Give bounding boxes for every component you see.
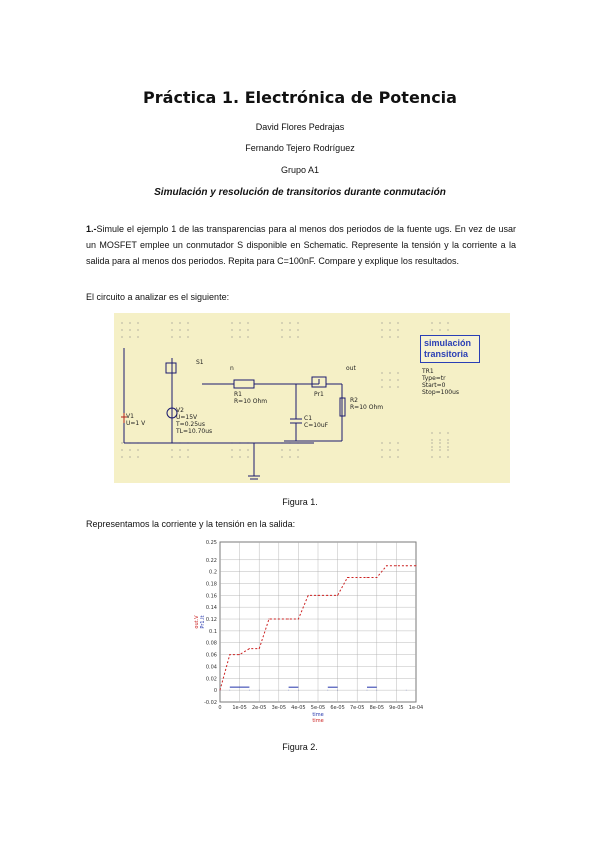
grid-dot [289, 449, 290, 450]
grid-dot [289, 322, 290, 323]
grid-dot [431, 442, 432, 443]
exercise-number: 1.- [86, 224, 97, 234]
grid-dot [447, 456, 448, 457]
grid-dot [171, 322, 172, 323]
series-pr1-it-point [337, 690, 338, 691]
y-tick-label: 0.16 [205, 593, 217, 600]
grid-dot [431, 449, 432, 450]
series-pr1-it-point [376, 690, 377, 691]
series-out-v-point [357, 577, 358, 578]
grid-dot [129, 329, 130, 330]
pr1-label: Pr1 [314, 391, 324, 398]
grid-dot [397, 372, 398, 373]
grid-dot [239, 336, 240, 337]
grid-dot [447, 446, 448, 447]
node-label: n [230, 365, 234, 372]
grid-dot [231, 336, 232, 337]
grid-dot [389, 329, 390, 330]
grid-dot [397, 322, 398, 323]
grid-dot [179, 456, 180, 457]
y-tick-label: 0.1 [209, 628, 217, 635]
grid-dot [247, 449, 248, 450]
y-tick-label: 0.12 [205, 617, 217, 624]
grid-dot [239, 322, 240, 323]
grid-dot [381, 449, 382, 450]
grid-dot [281, 322, 282, 323]
grid-dot [389, 322, 390, 323]
grid-dot [121, 456, 122, 457]
sim-box-line-1: simulación [424, 338, 472, 348]
grid-dot [281, 456, 282, 457]
grid-dot [187, 336, 188, 337]
grid-dot [381, 329, 382, 330]
y-tick-label: 0.2 [209, 569, 217, 576]
x-axis-label: time [312, 712, 324, 718]
grid-dot [439, 439, 440, 440]
circuit-intro: El circuito a analizar es el siguiente: [86, 292, 230, 302]
grid-dot [129, 336, 130, 337]
grid-dot [121, 442, 122, 443]
series-out-v-point [278, 619, 279, 620]
grid-dot [231, 329, 232, 330]
simulation-box [420, 335, 480, 363]
grid-dot [381, 386, 382, 387]
series-pr1-it-point [220, 690, 221, 691]
grid-dot [121, 329, 122, 330]
grid-dot [447, 329, 448, 330]
grid-dot [247, 336, 248, 337]
transient-chart [190, 536, 426, 726]
grid-dot [289, 329, 290, 330]
grid-dot [137, 329, 138, 330]
grid-dot [381, 372, 382, 373]
grid-dot [397, 336, 398, 337]
grid-dot [397, 329, 398, 330]
v1-label: V1 U=1 V [126, 413, 146, 427]
grid-dot [121, 449, 122, 450]
series-out-v-point [347, 577, 348, 578]
y-axis-label: out.V [194, 615, 200, 629]
grid-dot [137, 456, 138, 457]
grid-dot [381, 456, 382, 457]
grid-dot [381, 322, 382, 323]
y-tick-label: 0.08 [205, 640, 217, 647]
grid-dot [121, 322, 122, 323]
v2-label: V2 U=15V T=0.25us TL=10.70us [176, 407, 213, 435]
grid-dot [239, 449, 240, 450]
grid-dot [231, 322, 232, 323]
grid-dot [389, 456, 390, 457]
x-tick-label: 1e-04 [408, 705, 424, 711]
series-pr1-it-point [406, 690, 407, 691]
grid-dot [239, 456, 240, 457]
grid-dot [137, 336, 138, 337]
grid-dot [187, 329, 188, 330]
grid-dot [297, 322, 298, 323]
y-tick-label: 0.04 [205, 664, 217, 671]
series-pr1-it-point [259, 690, 260, 691]
series-pr1-it-point [249, 690, 250, 691]
grid-dot [431, 446, 432, 447]
grid-dot [439, 456, 440, 457]
x-axis-label-2: time [312, 718, 324, 724]
x-tick-label: 3e-05 [271, 705, 287, 711]
grid-dot [431, 456, 432, 457]
sim-box-line-2: transitoria [424, 349, 469, 359]
x-tick-label: 5e-05 [310, 705, 326, 711]
y-tick-label: 0.14 [205, 605, 217, 612]
series-pr1-it-point [288, 690, 289, 691]
series-out-v-point [269, 619, 270, 620]
y-tick-label: -0.02 [204, 700, 217, 706]
figure-1-caption: Figura 1. [282, 497, 318, 507]
grid-dot [179, 449, 180, 450]
chart-svg [190, 536, 426, 726]
y-axis-label-2: Pr1.It [200, 615, 206, 629]
grid-dot [137, 322, 138, 323]
series-pr1-it-point [367, 690, 368, 691]
c1-label: C1 C=10uF [304, 415, 329, 429]
grid-dot [439, 329, 440, 330]
grid-dot [397, 456, 398, 457]
grid-dot [397, 379, 398, 380]
y-tick-label: 0.18 [205, 581, 217, 588]
grid-dot [397, 449, 398, 450]
grid-dot [431, 322, 432, 323]
grid-dot [121, 336, 122, 337]
subtitle: Simulación y resolución de transitorios durante conmutación [154, 187, 446, 198]
grid-dot [389, 449, 390, 450]
grid-dot [397, 442, 398, 443]
series-out-v-point [406, 565, 407, 566]
grid-dot [247, 456, 248, 457]
x-tick-label: 6e-05 [330, 705, 345, 711]
series-out-v-point [396, 565, 397, 566]
series-out-v-point [259, 648, 260, 649]
grid-dot [447, 442, 448, 443]
series-out-v-point [239, 654, 240, 655]
grid-dot [447, 432, 448, 433]
series-out-v-point [308, 595, 309, 596]
grid-dot [431, 329, 432, 330]
tr-params: TR1 Type=tr Start=0 Stop=100us [422, 368, 460, 396]
series-pr1-it-point [327, 690, 328, 691]
s1-label: S1 [196, 359, 204, 366]
grid-dot [389, 379, 390, 380]
series-out-v-point [337, 595, 338, 596]
series-pr1-it-point [229, 690, 230, 691]
grid-dot [187, 456, 188, 457]
r1-label: R1 R=10 Ohm [234, 391, 268, 405]
grid-dot [239, 329, 240, 330]
grid-dot [231, 449, 232, 450]
grid-dot [389, 442, 390, 443]
grid-dot [389, 336, 390, 337]
grid-dot [439, 322, 440, 323]
grid-dot [439, 449, 440, 450]
results-intro: Representamos la corriente y la tensión en la salida: [86, 519, 296, 529]
author-2: Fernando Tejero Rodríguez [245, 143, 355, 153]
y-tick-label: 0.02 [205, 676, 217, 683]
x-tick-label: 4e-05 [291, 705, 306, 711]
grid-dot [171, 456, 172, 457]
grid-dot [289, 336, 290, 337]
grid-dot [247, 322, 248, 323]
series-out-v-point [318, 595, 319, 596]
series-out-v-point [327, 595, 328, 596]
grid-dot [247, 329, 248, 330]
x-tick-label: 0 [218, 705, 222, 711]
grid-dot [281, 449, 282, 450]
grid-dot [297, 456, 298, 457]
grid-dot [281, 336, 282, 337]
grid-dot [231, 456, 232, 457]
series-out-v-point [416, 565, 417, 566]
series-out-v-point [229, 654, 230, 655]
grid-dot [281, 329, 282, 330]
series-out-v-point [386, 565, 387, 566]
grid-dot [397, 386, 398, 387]
grid-dot [439, 432, 440, 433]
grid-dot [389, 386, 390, 387]
y-tick-label: 0.25 [205, 540, 217, 546]
figure-2-caption: Figura 2. [282, 742, 318, 752]
grid-dot [187, 449, 188, 450]
grid-dot [439, 446, 440, 447]
grid-dot [129, 322, 130, 323]
grid-dot [297, 449, 298, 450]
grid-dot [389, 372, 390, 373]
series-out-v-point [249, 648, 250, 649]
grid-dot [381, 379, 382, 380]
group-label: Grupo A1 [280, 165, 320, 175]
y-tick-label: 0.22 [205, 557, 217, 564]
out-label: out [346, 365, 356, 372]
grid-dot [381, 336, 382, 337]
grid-dot [179, 336, 180, 337]
grid-dot [297, 336, 298, 337]
series-out-v-point [298, 619, 299, 620]
grid-dot [439, 442, 440, 443]
grid-dot [171, 336, 172, 337]
grid-dot [179, 322, 180, 323]
series-out-v-point [288, 619, 289, 620]
series-pr1-it-point [298, 690, 299, 691]
grid-dot [171, 329, 172, 330]
circuit-schematic [114, 313, 510, 483]
grid-dot [129, 449, 130, 450]
grid-dot [289, 456, 290, 457]
x-tick-label: 8e-05 [369, 705, 385, 711]
page-title: Práctica 1. Electrónica de Potencia [143, 88, 457, 107]
grid-dot [179, 329, 180, 330]
y-tick-label: 0 [213, 688, 217, 695]
series-out-v-point [376, 577, 377, 578]
series-out-v-point [367, 577, 368, 578]
y-tick-label: 0.06 [205, 652, 217, 659]
r2-label: R2 R=10 Ohm [350, 397, 384, 411]
author-1: David Flores Pedrajas [255, 122, 345, 132]
grid-dot [447, 439, 448, 440]
grid-dot [381, 442, 382, 443]
grid-dot [447, 322, 448, 323]
exercise-paragraph [86, 221, 516, 269]
x-tick-label: 2e-05 [251, 705, 267, 711]
grid-dot [431, 439, 432, 440]
grid-dot [171, 449, 172, 450]
x-tick-label: 1e-05 [232, 705, 247, 711]
x-tick-label: 7e-05 [349, 705, 365, 711]
grid-dot [447, 449, 448, 450]
x-tick-label: 9e-05 [389, 705, 404, 711]
grid-dot [297, 329, 298, 330]
grid-dot [129, 456, 130, 457]
grid-dot [137, 449, 138, 450]
grid-dot [187, 322, 188, 323]
grid-dot [431, 432, 432, 433]
exercise-text: Simule el ejemplo 1 de las transparencias para al menos dos periodos de la fuente ugs. En vez de usar un MOSFET emplee un conmutador S disponible en Schematic. Represente la tensión y la corriente a la salida para al menos dos periodos. Repita para C=100nF. Compare y explique los resultados. [86, 224, 516, 266]
